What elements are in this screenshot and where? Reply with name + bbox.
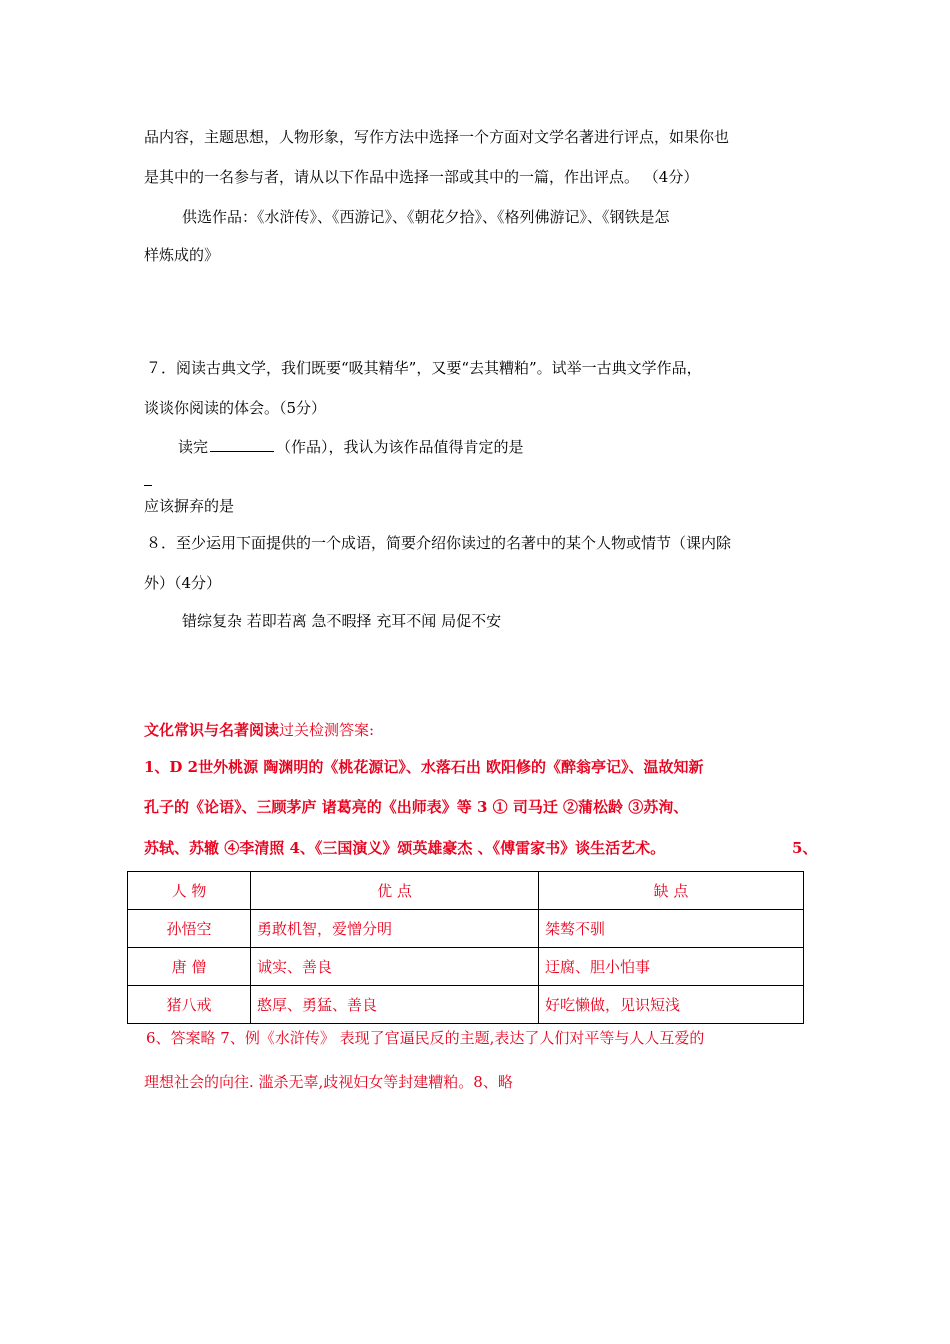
q7-fill-prefix: 读完: [178, 438, 209, 456]
table-cell-person: 唐 僧: [128, 948, 251, 986]
q7-blank[interactable]: [210, 436, 274, 452]
answers-heading-rest: 过关检测答案:: [279, 721, 375, 739]
q8-line2: 外）（4分）: [144, 574, 222, 592]
table-header-row: [128, 872, 804, 910]
answers-table: [127, 871, 804, 1024]
table-row: [128, 948, 804, 986]
table-cell-merits: 诚实、善良: [251, 948, 539, 986]
table-cell-merits: 勇敢机智，爱憎分明: [251, 910, 539, 948]
q8-idioms: 错综复杂 若即若离 急不暇择 充耳不闻 局促不安: [182, 612, 502, 630]
q6-options-line1: 供选作品：《水浒传》、《西游记》、《朝花夕拾》、《格列佛游记》、《钢铁是怎: [182, 208, 670, 226]
answers-line4: 6、答案略 7、例《水浒传》 表现了官逼民反的主题,表达了人们对平等与人人互爱的: [146, 1029, 705, 1047]
answers-line3-end: 5、: [792, 839, 818, 857]
table-cell-person: 孙悟空: [128, 910, 251, 948]
q7-line1: ７．阅读古典文学，我们既要“吸其精华”，又要“去其糟粕”。试举一古典文学作品，: [146, 359, 702, 377]
table-row: [128, 910, 804, 948]
answers-line1: 1、D 2世外桃源 陶渊明的《桃花源记》、水落石出 欧阳修的《醉翁亭记》、温故知新: [144, 758, 704, 776]
table-cell-flaws: 迂腐、胆小怕事: [539, 948, 804, 986]
table-cell-flaws: 桀骜不驯: [539, 910, 804, 948]
q6-line1: 品内容，主题思想，人物形象，写作方法中选择一个方面对文学名著进行评点，如果你也: [144, 128, 730, 146]
q7-dash: [144, 485, 152, 486]
table-cell-merits: 憨厚、勇猛、善良: [251, 986, 539, 1024]
answers-heading-bold: 文化常识与名著阅读: [144, 721, 280, 739]
answers-line5: 理想社会的向往. 滥杀无辜,歧视妇女等封建糟粕。8、略: [144, 1073, 513, 1091]
table-cell-person: 猪八戒: [128, 986, 251, 1024]
q8-line1: ８．至少运用下面提供的一个成语，简要介绍你读过的名著中的某个人物或情节（课内除: [146, 534, 732, 552]
table-header-merits: 优 点: [251, 872, 539, 910]
table-row: [128, 986, 804, 1024]
q6-options-line2: 样炼成的》: [144, 246, 220, 264]
table-header-person: 人 物: [128, 872, 251, 910]
table-cell-flaws: 好吃懒做，见识短浅: [539, 986, 804, 1024]
answers-heading: [144, 720, 374, 740]
q7-fill-suffix: （作品），我认为该作品值得肯定的是: [276, 438, 524, 456]
q7-line2: 谈谈你阅读的体会。（5分）: [144, 399, 327, 417]
table-header-flaws: 缺 点: [539, 872, 804, 910]
q6-line2: 是其中的一名参与者，请从以下作品中选择一部或其中的一篇，作出评点。 （4分）: [144, 168, 699, 186]
q7-fill-line: [178, 436, 524, 457]
q7-line4: 应该摒弃的是: [144, 497, 235, 515]
answers-line3: 苏轼、苏辙 ④李清照 4、《三国演义》颂英雄豪杰 、《傅雷家书》谈生活艺术。: [144, 839, 666, 857]
answers-line2: 孔子的《论语》、三顾茅庐 诸葛亮的《出师表》等 3 ① 司马迁 ②蒲松龄 ③苏洵、: [144, 798, 689, 816]
